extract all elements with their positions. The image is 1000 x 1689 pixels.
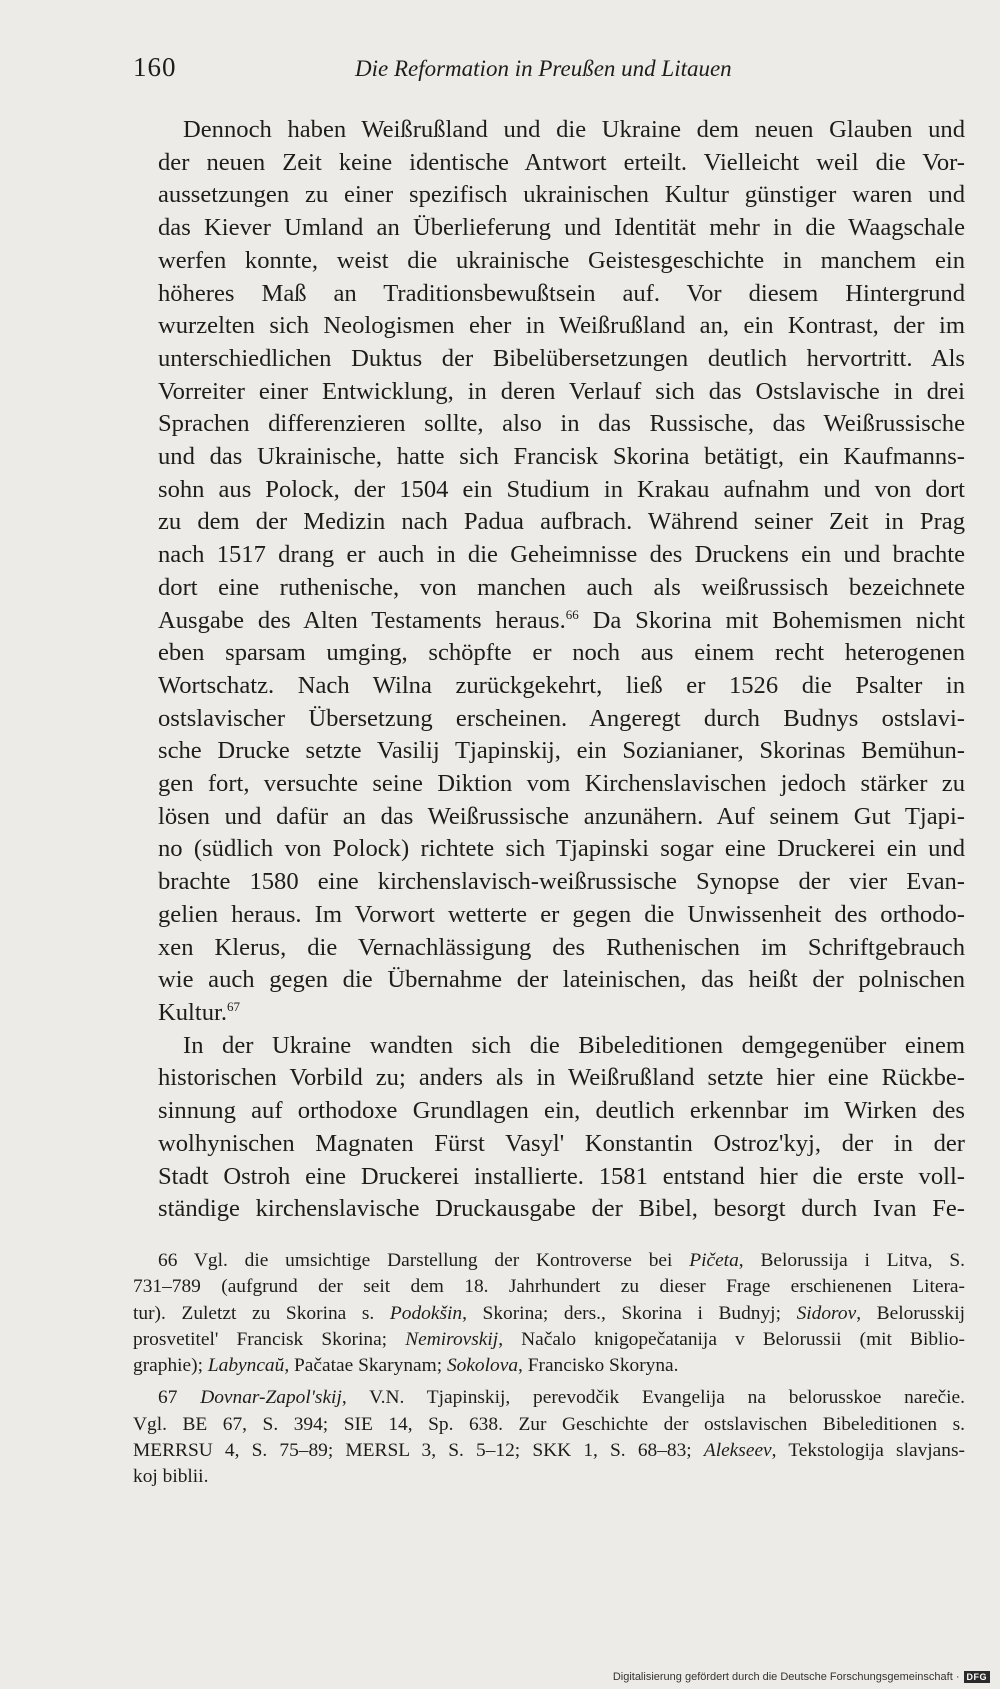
text-line: xen Klerus, die Vernachlässigung des Ruthenischen im Schriftgebrauch [158,933,965,961]
text-line: zu dem der Medizin nach Padua aufbrach. Während seiner Zeit in Prag [158,508,965,536]
author-name: Pičeta [689,1250,739,1271]
text-line: prosvetitel' Francisk Skorina; Nemirovskij, Načalo knigopečatanija v Belorussii (mit Biblio- [133,1328,965,1350]
footnotes [133,1248,965,1497]
text-line: aussetzungen zu einer spezifisch ukrainischen Kultur günstiger waren und [158,181,965,209]
text-line: unterschiedlichen Duktus der Bibelübersetzungen deutlich hervortritt. Als [158,344,965,372]
text-line: wolhynischen Magnaten Fürst Vasyl' Konstantin Ostroz'kyj, der in der [158,1129,965,1157]
text-line: 66 Vgl. die umsichtige Darstellung der Kontroverse bei Pičeta, Belorussija i Litva, S. [158,1250,966,1271]
text-line: tur). Zuletzt zu Skorina s. Podokšin, Skorina; ders., Skorina i Budnyj; Sidorov, Belorusskij [133,1302,965,1324]
text-line: nach 1517 drang er auch in die Geheimnisse des Druckens ein und brachte [158,541,965,569]
body-text [133,114,965,1226]
text-line: 731–789 (aufgrund der seit dem 18. Jahrhundert zu dieser Frage erschienenen Litera- [133,1276,965,1298]
text-line: 67 Dovnar-Zapol'skij, V.N. Tjapinskij, perevodčik Evangelija na belorusskoe narečie. [158,1387,965,1409]
text-line: das Kiever Umland an Überlieferung und Identität mehr in die Waagschale [158,214,965,242]
text-line: werfen konnte, weist die ukrainische Geistesgeschichte in manchem ein [158,246,965,274]
page-header [133,46,963,86]
text-line: Dennoch haben Weißrußland und die Ukraine dem neuen Glauben und [183,116,965,143]
paragraph [133,1030,965,1226]
text-line: no (südlich von Polock) richtete sich Tjapinski sogar eine Druckerei ein und [158,835,965,863]
text-line: MERRSU 4, S. 75–89; MERSL 3, S. 5–12; SKK 1, S. 68–83; Alekseev, Tekstologija slavjans- [133,1440,965,1462]
text-line: Vgl. BE 67, S. 394; SIE 14, Sp. 638. Zur Geschichte der ostslavischen Bibeleditionen s. [133,1413,965,1435]
text-line: eben sparsam umging, schöpfte er noch aus einem recht heterogenen [158,639,965,667]
page-number: 160 [133,52,177,82]
author-name: Podokšin [389,1302,463,1324]
author-name: Sidorov [796,1302,857,1324]
text-line: gelien heraus. Im Vorwort wetterte er gegen die Unwissenheit des orthodo- [158,900,965,928]
text-line: dort eine ruthenische, von manchen auch als weißrussisch bezeichnete [158,573,965,601]
text-line: ostslavischer Übersetzung erscheinen. Angeregt durch Budnys ostslavi- [158,704,965,732]
text-line: Sprachen differenzieren sollte, also in das Russische, das Weißrussische [158,410,965,438]
footnote-ref[interactable]: 66 [565,606,579,622]
running-title: Die Reformation in Preußen und Litauen [355,56,732,81]
text-line: In der Ukraine wandten sich die Bibeleditionen demgegenüber einem [183,1031,965,1059]
digitization-footer [613,1671,990,1683]
text-line: Vorreiter einer Entwicklung, in deren Verlauf sich das Ostslavische in drei [158,377,965,405]
text-line: gen fort, versuchte seine Diktion vom Kirchenslavischen jedoch stärker zu [158,770,965,798]
text-line: wurzelten sich Neologismen eher in Weißrußland an, ein Kontrast, der im [158,312,965,340]
text-line: Stadt Ostroh eine Druckerei installierte. 1581 entstand hier die erste voll- [158,1162,965,1190]
text-line: historischen Vorbild zu; anders als in Weißrußland setzte hier eine Rückbe- [158,1064,965,1092]
text-line: sohn aus Polock, der 1504 ein Studium in Krakau aufnahm und von dort [158,475,965,503]
author-name: Nemirovskij [405,1328,499,1350]
dfg-logo: DFG [964,1671,991,1683]
text-line: höheres Maß an Traditionsbewußtsein auf. Vor diesem Hintergrund [158,279,965,307]
text-line: Kultur.$^{67}$ [158,998,241,1026]
footnote-67 [133,1385,965,1490]
author-name: Dovnar-Zapol'skij [200,1387,342,1409]
text-line: und das Ukrainische, hatte sich Francisk Skorina betätigt, ein Kaufmanns- [158,443,965,471]
text-line: Ausgabe des Alten Testaments heraus.$^{66}$ Da Skorina mit Bohemismen nicht [158,606,965,634]
text-line: koj biblii. [133,1466,209,1488]
text-line: ständige kirchenslavische Druckausgabe der Bibel, besorgt durch Ivan Fe- [158,1195,965,1223]
text-line: lösen und dafür an das Weißrussische anzunähern. Auf seinem Gut Tjapi- [158,802,965,830]
text-line: sche Drucke setzte Vasilij Tjapinskij, ein Sozianianer, Skorinas Bemühun- [158,737,965,765]
footnote-66 [133,1248,965,1379]
text-line: der neuen Zeit keine identische Antwort erteilt. Vielleicht weil die Vor- [158,148,965,176]
author-name: Sokolova [446,1355,519,1377]
footer-text: Digitalisierung gefördert durch die Deutsche Forschungsgemeinschaft · [612,1671,960,1683]
text-line: wie auch gegen die Übernahme der lateinischen, das heißt der polnischen [158,966,965,994]
text-line: sinnung auf orthodoxe Grundlagen ein, deutlich erkennbar im Wirken des [158,1097,965,1125]
text-line: graphie); Labyncaŭ, Pačatae Skarynam; Sokolova, Francisko Skoryna. [133,1355,679,1377]
author-name: Alekseev [703,1440,772,1462]
text-line: brachte 1580 eine kirchenslavisch-weißrussische Synopse der vier Evan- [158,868,965,896]
author-name: Labyncaŭ [207,1355,285,1377]
paragraph [133,114,965,1030]
footnote-ref[interactable]: 67 [227,998,241,1014]
text-line: Wortschatz. Nach Wilna zurückgekehrt, ließ er 1526 die Psalter in [158,671,965,699]
